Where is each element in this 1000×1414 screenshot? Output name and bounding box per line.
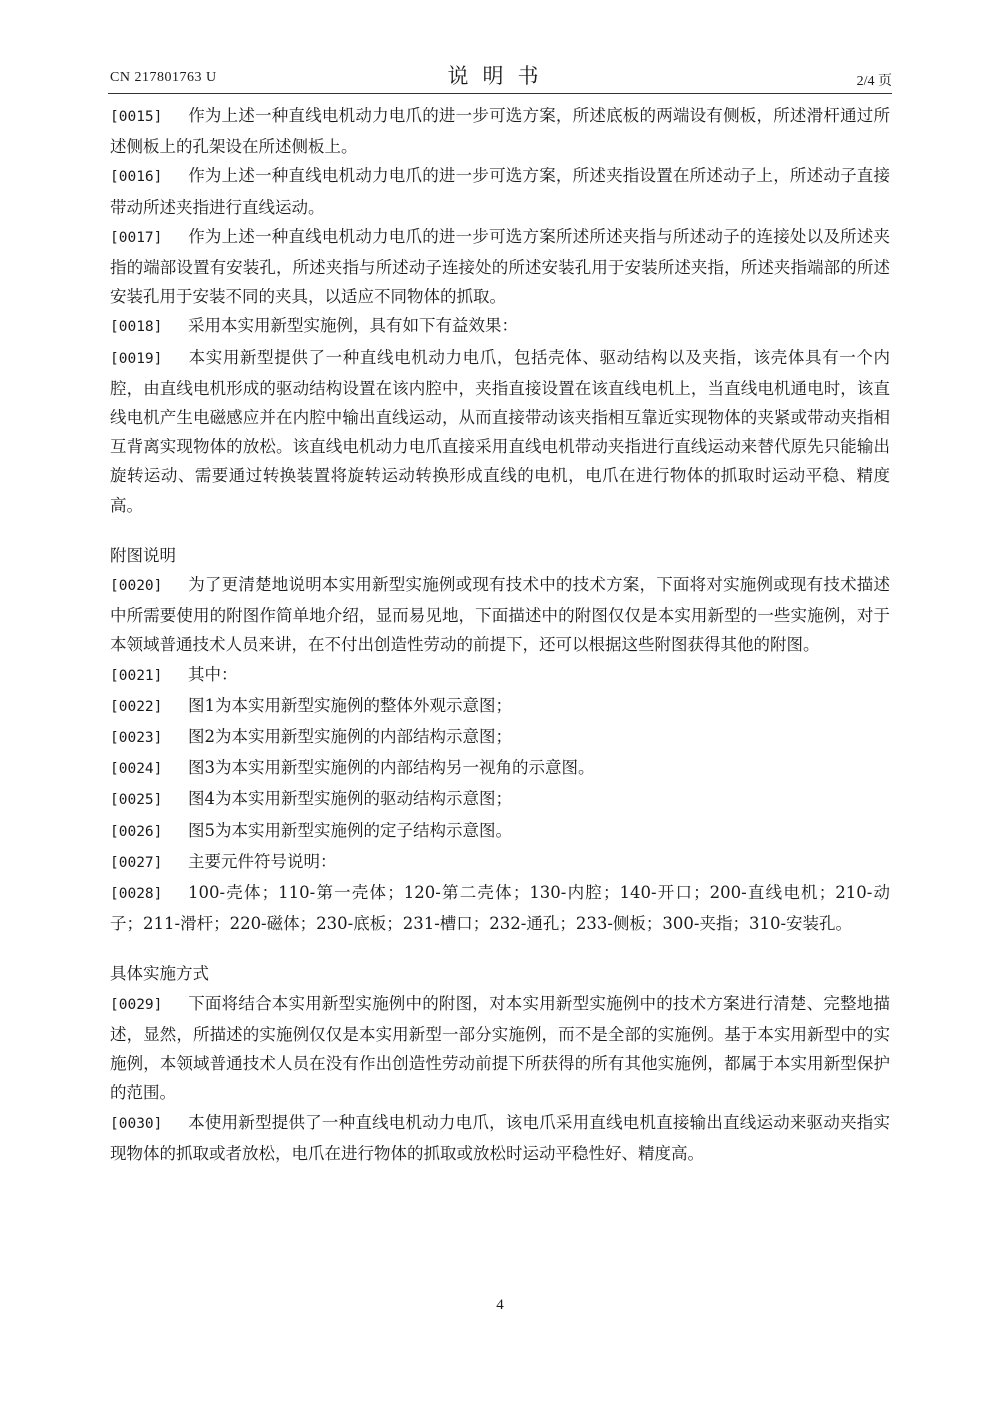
paragraph-0018 xyxy=(110,311,890,342)
paragraph-0030 xyxy=(110,1108,890,1168)
paragraph-text: 作为上述一种直线电机动力电爪的进一步可选方案，所述底板的两端设有侧板，所述滑杆通过所述侧板上的孔架设在所述侧板上。 xyxy=(110,106,890,157)
paragraph-text: 为了更清楚地说明本实用新型实施例或现有技术中的技术方案，下面将对实施例或现有技术描述中所需要使用的附图作简单地介绍，显而易见地，下面描述中的附图仅仅是本实用新型的一些实施例，对于本领域普通技术人员来讲，在不付出创造性劳动的前提下，还可以根据这些附图获得其他的附图。 xyxy=(110,575,890,655)
page-indicator: 2/4 页 xyxy=(856,74,892,89)
paragraph-number: [0024] xyxy=(110,761,163,778)
paragraph-number: [0015] xyxy=(110,109,163,125)
paragraph-text: 其中： xyxy=(188,664,238,684)
paragraph-0028 xyxy=(110,878,890,938)
document-number: CN 217801763 U xyxy=(110,70,217,85)
paragraph-text: 图5为本实用新型实施例的定子结构示意图。 xyxy=(188,820,512,840)
paragraph-0015 xyxy=(110,101,890,161)
page-title: 说明书 xyxy=(447,64,553,88)
paragraph-number: [0017] xyxy=(110,229,163,246)
paragraph-0017 xyxy=(110,222,890,312)
paragraph-text: 100-壳体；110-第一壳体；120-第二壳体；130-内腔；140-开口；200-直线电机；210-动子；211-滑杆；220-磁体；230-底板；231-槽口；232-通孔；233-侧板；300-夹指；310-安装孔。 xyxy=(110,883,890,934)
paragraph-0025 xyxy=(110,784,890,815)
paragraph-number: [0023] xyxy=(110,730,163,747)
paragraph-text: 主要元件符号说明： xyxy=(188,851,337,871)
paragraph-text: 采用本实用新型实施例，具有如下有益效果： xyxy=(188,316,518,336)
paragraph-number: [0025] xyxy=(110,792,163,809)
paragraph-number: [0028] xyxy=(110,886,163,903)
paragraph-text: 图2为本实用新型实施例的内部结构示意图； xyxy=(188,727,512,747)
header-rule xyxy=(108,93,892,94)
paragraph-text: 图4为本实用新型实施例的驱动结构示意图； xyxy=(188,789,512,809)
paragraph-text: 下面将结合本实用新型实施例中的附图，对本实用新型实施例中的技术方案进行清楚、完整地描述，显然，所描述的实施例仅仅是本实用新型一部分实施例，而不是全部的实施例。基于本实用新型中的实施例，本领域普通技术人员在没有作出创造性劳动前提下所获得的所有其他实施例，都属于本实用新型保护的范围。 xyxy=(110,993,890,1103)
paragraph-0027 xyxy=(110,847,890,878)
paragraph-number: [0026] xyxy=(110,823,163,840)
paragraph-number: [0029] xyxy=(110,996,163,1013)
paragraph-number: [0019] xyxy=(110,350,163,367)
paragraph-0029 xyxy=(110,989,890,1108)
paragraph-number: [0027] xyxy=(110,854,163,871)
paragraph-text: 图3为本实用新型实施例的内部结构另一视角的示意图。 xyxy=(188,758,595,778)
paragraph-number: [0018] xyxy=(110,319,163,336)
paragraph-number: [0016] xyxy=(110,169,163,186)
paragraph-number: [0020] xyxy=(110,578,163,595)
paragraph-0019 xyxy=(110,343,890,520)
section-heading-embodiment: 具体实施方式 xyxy=(110,964,209,984)
page-number: 4 xyxy=(496,1297,504,1313)
paragraph-number: [0022] xyxy=(110,698,163,715)
paragraph-0022 xyxy=(110,691,890,722)
paragraph-0024 xyxy=(110,753,890,784)
paragraph-text: 本使用新型提供了一种直线电机动力电爪，该电爪采用直线电机直接输出直线运动来驱动夹指实现物体的抓取或者放松，电爪在进行物体的抓取或放松时运动平稳性好、精度高。 xyxy=(110,1112,890,1163)
paragraph-0016 xyxy=(110,161,890,221)
paragraph-number: [0021] xyxy=(110,667,163,684)
paragraph-text: 作为上述一种直线电机动力电爪的进一步可选方案所述所述夹指与所述动子的连接处以及所述夹指的端部设置有安装孔，所述夹指与所述动子连接处的所述安装孔用于安装所述夹指，所述夹指端部的所述安装孔用于安装不同的夹具，以适应不同物体的抓取。 xyxy=(110,226,890,307)
paragraph-0026 xyxy=(110,816,890,847)
paragraph-0021 xyxy=(110,660,890,691)
paragraph-text: 作为上述一种直线电机动力电爪的进一步可选方案，所述夹指设置在所述动子上，所述动子直接带动所述夹指进行直线运动。 xyxy=(110,166,890,217)
paragraph-0020 xyxy=(110,570,890,660)
section-heading-figures: 附图说明 xyxy=(110,545,176,565)
paragraph-text: 本实用新型提供了一种直线电机动力电爪，包括壳体、驱动结构以及夹指，该壳体具有一个内腔，由直线电机形成的驱动结构设置在该内腔中，夹指直接设置在该直线电机上，当直线电机通电时，该直线电机产生电磁感应并在内腔中输出直线运动，从而直接带动该夹指相互靠近实现物体的夹紧或带动夹指相互背离实现物体的放松。该直线电机动力电爪直接采用直线电机带动夹指进行直线运动来替代原先只能输出旋转运动、需要通过转换装置将旋转运动转换形成直线的电机，电爪在进行物体的抓取时运动平稳、精度高。 xyxy=(110,347,890,515)
description-body xyxy=(110,101,890,1168)
paragraph-0023 xyxy=(110,722,890,753)
paragraph-text: 图1为本实用新型实施例的整体外观示意图； xyxy=(188,695,512,715)
paragraph-number: [0030] xyxy=(110,1115,163,1132)
